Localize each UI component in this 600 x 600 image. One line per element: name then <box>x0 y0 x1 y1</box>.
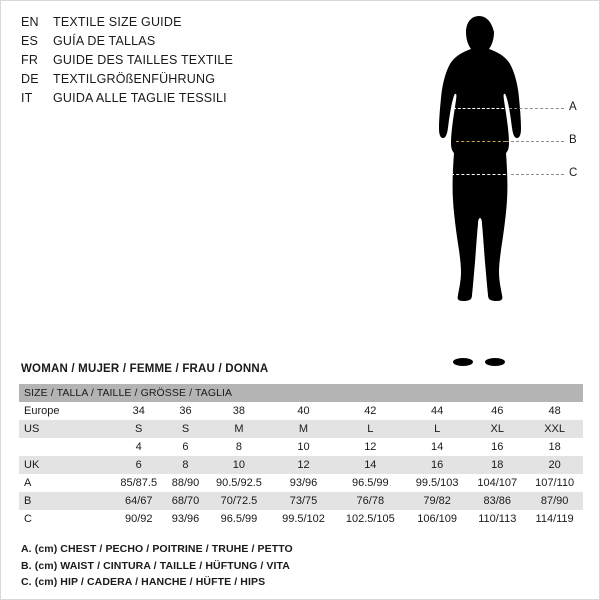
female-body-figure <box>401 11 591 371</box>
cell: 12 <box>335 438 406 456</box>
cell: 8 <box>165 456 205 474</box>
cell: 20 <box>526 456 583 474</box>
language-code: ES <box>21 34 39 48</box>
cell: 16 <box>406 456 468 474</box>
language-row <box>21 53 351 72</box>
table-header-row <box>19 384 583 402</box>
cell: 18 <box>468 456 526 474</box>
cell: 114/119 <box>526 510 583 528</box>
cell: 10 <box>272 438 334 456</box>
cell: 88/90 <box>165 474 205 492</box>
cell: 14 <box>335 456 406 474</box>
cell: 83/86 <box>468 492 526 510</box>
table-row <box>19 492 583 510</box>
cell: 36 <box>165 402 205 420</box>
row-label: B <box>19 492 112 510</box>
cell: 18 <box>526 438 583 456</box>
waist-dash-line <box>456 141 506 142</box>
cell: 14 <box>406 438 468 456</box>
cell: 96.5/99 <box>206 510 273 528</box>
row-label <box>19 438 112 456</box>
hip-dash-line <box>451 174 511 175</box>
language-title: GUIDA ALLE TAGLIE TESSILI <box>53 91 227 105</box>
cell: L <box>335 420 406 438</box>
cell: 46 <box>468 402 526 420</box>
cell: 10 <box>206 456 273 474</box>
language-title: GUIDE DES TAILLES TEXTILE <box>53 53 234 67</box>
row-label: A <box>19 474 112 492</box>
cell: L <box>406 420 468 438</box>
cell: S <box>165 420 205 438</box>
note-hip: C. (cm) HIP / CADERA / HANCHE / HÜFTE / HIPS <box>21 576 266 588</box>
table-header-label: SIZE / TALLA / TAILLE / GRÖSSE / TAGLIA <box>19 384 583 402</box>
language-row <box>21 15 351 34</box>
row-label: C <box>19 510 112 528</box>
cell: 93/96 <box>272 474 334 492</box>
row-label: Europe <box>19 402 112 420</box>
cell: 90/92 <box>112 510 165 528</box>
cell: 4 <box>112 438 165 456</box>
cell: XL <box>468 420 526 438</box>
table-row <box>19 438 583 456</box>
hip-leader-line <box>511 174 564 175</box>
cell: 40 <box>272 402 334 420</box>
cell: S <box>112 420 165 438</box>
language-code: IT <box>21 91 33 105</box>
language-title: GUÍA DE TALLAS <box>53 34 156 48</box>
note-chest: A. (cm) CHEST / PECHO / POITRINE / TRUHE / PETTO <box>21 543 293 555</box>
cell: M <box>272 420 334 438</box>
language-row <box>21 34 351 53</box>
cell: 99.5/103 <box>406 474 468 492</box>
cell: 70/72.5 <box>206 492 273 510</box>
cell: 38 <box>206 402 273 420</box>
cell: M <box>206 420 273 438</box>
cell: 73/75 <box>272 492 334 510</box>
language-code: FR <box>21 53 39 67</box>
note-waist: B. (cm) WAIST / CINTURA / TAILLE / HÜFTUNG / VITA <box>21 559 290 572</box>
chest-leader-line <box>509 108 564 109</box>
marker-a-label: A <box>569 101 577 113</box>
language-list <box>21 15 351 110</box>
cell: XXL <box>526 420 583 438</box>
cell: 87/90 <box>526 492 583 510</box>
cell: 76/78 <box>335 492 406 510</box>
cell: 99.5/102 <box>272 510 334 528</box>
language-title: TEXTILGRÖßENFÜHRUNG <box>53 72 216 86</box>
cell: 6 <box>165 438 205 456</box>
language-row <box>21 72 351 91</box>
language-row <box>21 91 351 110</box>
language-title: TEXTILE SIZE GUIDE <box>53 15 182 29</box>
cell: 106/109 <box>406 510 468 528</box>
cell: 90.5/92.5 <box>206 474 273 492</box>
table-row <box>19 420 583 438</box>
cell: 93/96 <box>165 510 205 528</box>
row-label: US <box>19 420 112 438</box>
female-silhouette-icon <box>401 11 591 376</box>
cell: 64/67 <box>112 492 165 510</box>
language-code: DE <box>21 72 39 86</box>
cell: 79/82 <box>406 492 468 510</box>
table-row <box>19 456 583 474</box>
marker-c-label: C <box>569 167 578 179</box>
cell: 6 <box>112 456 165 474</box>
size-table <box>19 384 583 528</box>
cell: 34 <box>112 402 165 420</box>
cell: 102.5/105 <box>335 510 406 528</box>
table-row <box>19 474 583 492</box>
section-label-woman: WOMAN / MUJER / FEMME / FRAU / DONNA <box>21 363 269 375</box>
cell: 44 <box>406 402 468 420</box>
cell: 96.5/99 <box>335 474 406 492</box>
cell: 16 <box>468 438 526 456</box>
measurement-notes <box>21 541 581 591</box>
cell: 68/70 <box>165 492 205 510</box>
row-label: UK <box>19 456 112 474</box>
cell: 42 <box>335 402 406 420</box>
cell: 48 <box>526 402 583 420</box>
cell: 8 <box>206 438 273 456</box>
language-code: EN <box>21 15 39 29</box>
cell: 110/113 <box>468 510 526 528</box>
cell: 107/110 <box>526 474 583 492</box>
waist-leader-line <box>506 141 564 142</box>
table-row <box>19 510 583 528</box>
chest-dash-line <box>453 108 509 109</box>
cell: 85/87.5 <box>112 474 165 492</box>
table-row <box>19 402 583 420</box>
marker-b-label: B <box>569 134 577 146</box>
cell: 104/107 <box>468 474 526 492</box>
cell: 12 <box>272 456 334 474</box>
